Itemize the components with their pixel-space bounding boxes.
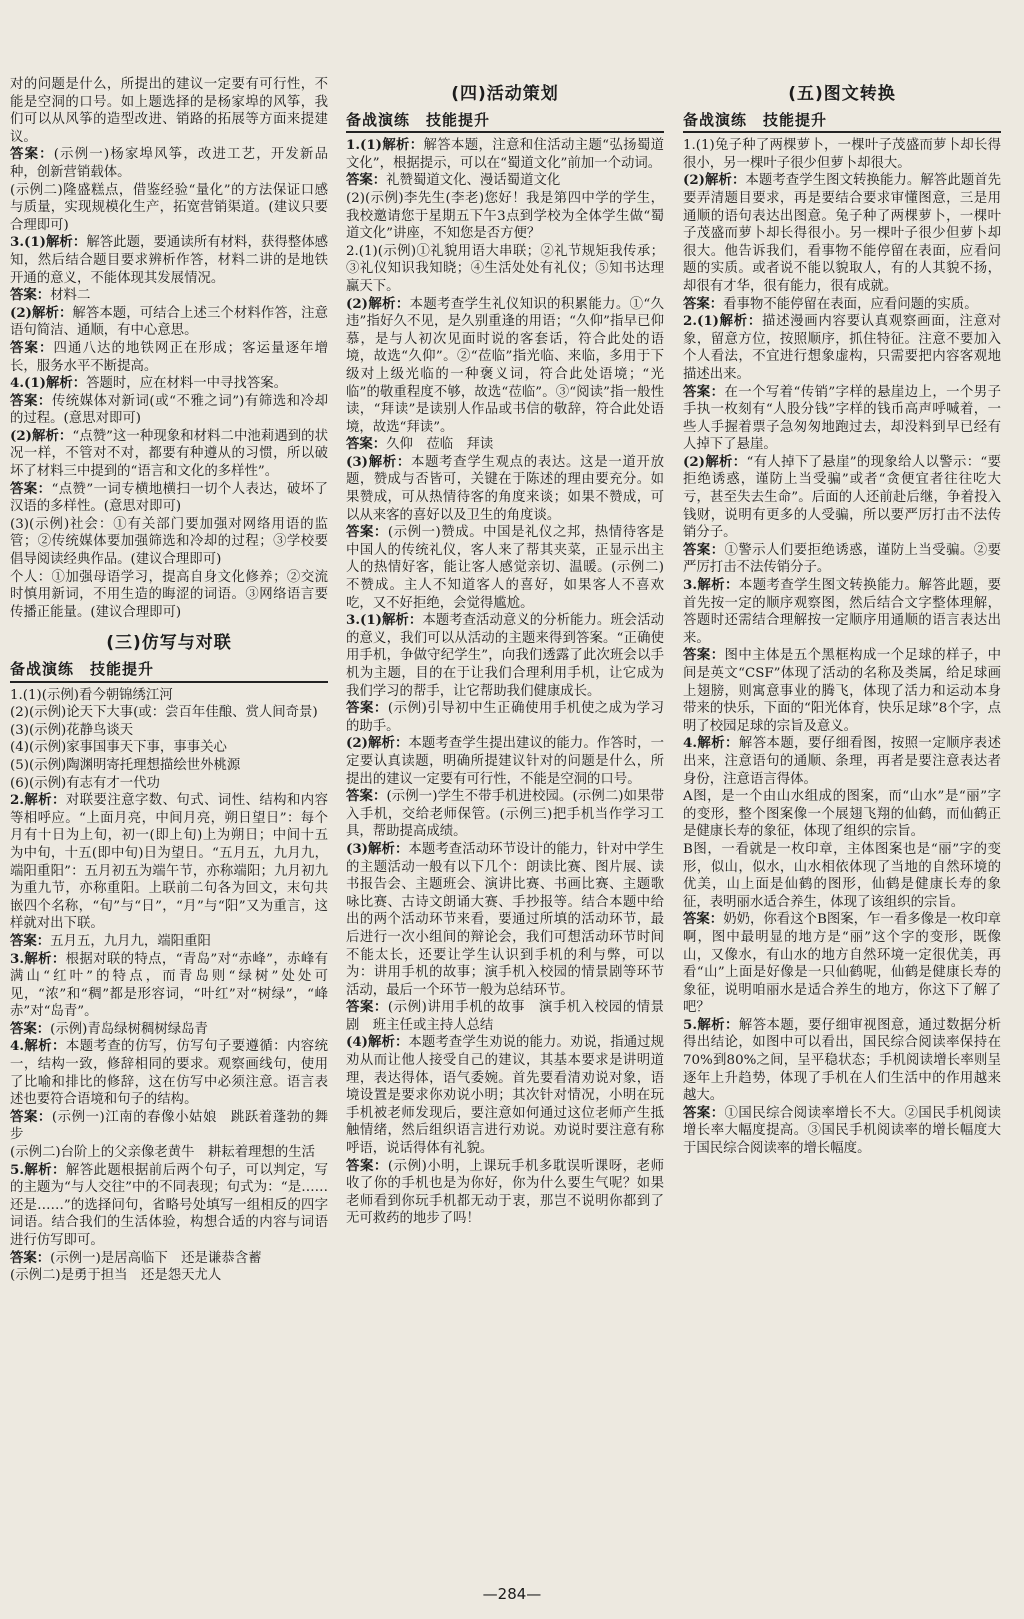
answer-label: 答案：: [346, 789, 387, 805]
question-lead: (3)解析：: [346, 453, 411, 470]
question-lead: (2)解析：: [10, 304, 73, 321]
paragraph-text: 本题考查学生观点的表达。这是一道开放题，赞成与否皆可，关键在于陈述的理由要充分。如果赞成，可从热情待客的角度来谈；如果不赞成，可以从来客的喜好以及卫生的角度谈。: [346, 454, 664, 523]
paragraph: [683, 788, 1001, 841]
paragraph: [683, 1017, 1001, 1105]
answer-label: 答案：: [10, 288, 51, 304]
paragraph: [10, 933, 328, 951]
paragraph: [346, 524, 664, 612]
paragraph-text: (示例二)隆盛糕点，借鉴经验“量化”的方法保证口感与质量，实现规模化生产，拓宽营销渠道。(建议只要合理即可): [10, 182, 328, 233]
paragraph-text: 2.(1)(示例)①礼貌用语大串联；②礼节规矩我传承；③礼仪知识我知晓；④生活处处有礼仪；⑤知书达理赢天下。: [346, 243, 664, 294]
paragraph: [10, 687, 328, 705]
paragraph: [683, 647, 1001, 735]
paragraph-text: (示例)青岛绿树稠树绿岛青: [50, 1021, 208, 1037]
paragraph: [346, 700, 664, 735]
col2-paragraphs: [346, 137, 664, 1228]
answer-label: 答案：: [10, 340, 54, 356]
paragraph-text: 四通八达的地铁网正在形成；客运量逐年增长，服务水平不断提高。: [10, 340, 328, 374]
paragraph: [346, 296, 664, 437]
question-lead: 2.解析：: [10, 792, 66, 809]
paragraph-text: 解答此题，要通读所有材料，获得整体感知，然后结合题目要求辨析作答，材料二讲的是地铁开通的意义，不能体现其发展情况。: [10, 235, 329, 286]
paragraph: [10, 393, 328, 428]
paragraph-text: (示例二)台阶上的父亲像老黄牛 耕耘着理想的生活: [10, 1145, 316, 1161]
paragraph: [683, 137, 1001, 172]
paragraph-text: 1.(1)兔子种了两棵萝卜，一棵叶子茂盛而萝卜却长得很小，另一棵叶子很少但萝卜却很大。: [683, 138, 1001, 171]
paragraph-text: 本题考查学生提出建议的能力。作答时，一定要认真读题，明确所提建议针对的问题是什么，所提出的建议一定要有可行性，不能是空洞的口号。: [346, 736, 664, 787]
paragraph-text: 看事物不能停留在表面，应看问题的实质。: [723, 296, 978, 312]
paragraph-text: 本题考查的仿写，仿写句子要遵循：内容统一，结构一致，修辞相同的要求。观察画线句，使用了比喻和排比的修辞，这在仿写中必须注意。语言表述也要符合语境和句子的结构。: [10, 1039, 329, 1108]
paragraph-text: “有人掉下了悬崖”的现象给人以警示：“要拒绝诱惑，谨防上当受骗”或者“贪便宜者往往吃大亏，甚至失去生命”。后面的人还前赴后继，争着投入钱财，说明有更多的人受骗，所以要严厉打击不法传销分子。: [683, 454, 1001, 541]
drill-label-3: 备战演练 技能提升: [10, 661, 328, 683]
question-lead: 2.(1)解析：: [683, 313, 762, 330]
paragraph: [10, 792, 328, 933]
answer-label: 答案：: [10, 481, 52, 497]
paragraph-text: (示例一)是居高临下 还是谦恭含蓄: [50, 1250, 262, 1266]
paragraph-text: 五月五，九月九，端阳重阳: [50, 933, 211, 949]
answer-label: 答案：: [683, 384, 725, 400]
question-lead: 4.解析：: [10, 1038, 66, 1055]
question-lead: 3.解析：: [683, 577, 739, 594]
answer-label: 答案：: [10, 1250, 51, 1266]
question-lead: 4.(1)解析：: [10, 375, 87, 392]
paragraph-text: 答题时，应在材料一中寻找答案。: [86, 376, 287, 392]
paragraph-text: 根据对联的特点，“青岛”对“赤峰”，赤峰有满山“红叶”的特点，而青岛则“绿树”处处可见，“浓”和“稠”都是形容词，“叶红”对“树绿”，“峰赤”对“岛青”。: [10, 951, 328, 1020]
paragraph: [346, 454, 664, 524]
answer-label: 答案：: [346, 437, 387, 453]
paragraph-text: 奶奶，你看这个B图案，乍一看多像是一枚印章啊，图中最明显的地方是“丽”这个字的变形，既像山，又像水，有山水的地方自然环境一定很优美，再看“山”上面是好像是一只仙鹤呢，仙鹤是健康长寿的象征，说明咱丽水是适合养生的地方，你这下了解了吧？: [683, 912, 1002, 1016]
paragraph-text: 解答本题，可结合上述三个材料作答，注意语句简洁、通顺，有中心意思。: [10, 305, 328, 339]
paragraph: [10, 1267, 328, 1285]
question-lead: 3.解析：: [10, 950, 66, 967]
question-lead: (2)解析：: [683, 172, 746, 189]
paragraph: [10, 1162, 328, 1250]
paragraph: [10, 340, 328, 375]
answer-label: 答案：: [346, 173, 387, 189]
question-lead: 4.解析：: [683, 735, 739, 752]
paragraph-text: (示例一)江南的春像小姑娘 跳跃着蓬勃的舞步: [10, 1109, 329, 1143]
paragraph: [683, 542, 1001, 577]
question-lead: (2)解析：: [10, 427, 73, 444]
paragraph: [10, 146, 328, 181]
paragraph-text: (4)(示例)家事国事天下事，事事关心: [10, 740, 227, 756]
paragraph-text: 对的问题是什么，所提出的建议一定要有可行性，不能是空洞的口号。如上题选择的是杨家埠的风筝，我们可以从风筝的造型改进、销路的拓展等方面来提建议。: [10, 77, 328, 145]
paragraph: [10, 234, 328, 287]
answer-label: 答案：: [346, 525, 388, 541]
paragraph: [10, 182, 328, 235]
answer-label: 答案：: [346, 1158, 388, 1174]
col1-paragraphs-bottom: [10, 687, 328, 1285]
paragraph-text: 在一个写着“传销”字样的悬崖边上，一个男子手执一枚刻有“人股分钱”字样的钱币高声呼喊着，一些人手握着票子急匆匆地跑过去，却没料到早已经有人掉下了悬崖。: [683, 384, 1001, 453]
paragraph: [10, 375, 328, 393]
column-2: [346, 86, 664, 1228]
paragraph-text: 图中主体是五个黑框构成一个足球的样子，中间是英文“CSF”体现了活动的名称及类属，给足球画上翅膀，则寓意事业的腾飞，体现了活力和运动本身带来的快乐，下面的“阳光体育，快乐足球”8个字，点明了校园足球的宗旨及意义。: [683, 648, 1002, 734]
paragraph: [683, 911, 1001, 1017]
paragraph-text: 描述漫画内容要认真观察画面，注意对象，留意方位，按照顺序，抓住特征。注意不要加入个人看法，不宜进行想象虚构，只需要把内容客观地描述出来。: [683, 314, 1001, 382]
paragraph-text: 对联要注意字数、句式、词性、结构和内容等相呼应。“上面月亮，中间月亮，朔日望日”：每个月有十日为上旬，初一(即上旬)上为朔日；中间十五为中旬，十五(即中旬)日为望日。“五月五，九月九，端阳重阳”：五月初五为端午节，亦称端阳；九月初九为重九节，亦称重阳。上联前二句各为回文，末句共嵌四个名称，“旬”与“日”，“月”与“阳”又为重言，这样就对出下联。: [10, 793, 329, 932]
answer-label: 答案：: [10, 933, 51, 949]
paragraph-text: (示例一)杨家埠风筝，改进工艺，开发新品种，创新营销载体。: [10, 147, 328, 180]
answer-label: 答案：: [683, 296, 724, 312]
paragraph-text: 材料二: [50, 288, 91, 304]
paragraph-text: (6)(示例)有志有才一代功: [10, 775, 160, 791]
paragraph-text: (3)(示例)花静鸟谈天: [10, 722, 134, 738]
paragraph-text: (示例二)是勇于担当 还是怨天尤人: [10, 1268, 222, 1284]
question-lead: 1.(1)解析：: [346, 137, 424, 154]
paragraph: [10, 1109, 328, 1144]
paragraph: [683, 1105, 1001, 1158]
answer-label: 答案：: [10, 393, 52, 409]
paragraph: [10, 951, 328, 1021]
column-1: [10, 76, 328, 1285]
page-number: —284—: [482, 1585, 542, 1603]
paragraph-text: (示例)讲用手机的故事 演手机入校园的情景剧 班主任或主持人总结: [346, 1000, 665, 1033]
column-3: [683, 86, 1001, 1158]
drill-label-5: 备战演练 技能提升: [683, 112, 1001, 134]
paragraph: [683, 454, 1001, 542]
paragraph-text: 解答本题，要仔细看图，按照一定顺序表述出来，注意语句的通顺、条理，再者是要注意表达者身份，注意语言得体。: [683, 736, 1002, 787]
answer-label: 答案：: [683, 1105, 725, 1121]
paragraph-text: 久仰 莅临 拜读: [386, 437, 494, 453]
paragraph: [683, 735, 1001, 788]
paragraph: [346, 137, 664, 172]
paragraph-text: 本题考查学生劝说的能力。劝说，指通过规劝从而让他人接受自己的建议，其基本要求是讲明道理，表达得体，语气委婉。首先要看清劝说对象，语境设置是要求你劝说小明；其次针对情况，小明在玩手机被老师发现后，要注意如何通过这位老师产生抵触情绪，然后组织语言进行劝说。劝说时要注意有称呼语，说话得体有礼貌。: [346, 1035, 664, 1157]
paragraph-text: (2)(示例)论天下大事(或：尝百年佳酿、赏人间奇景): [10, 705, 318, 721]
paragraph: [346, 172, 664, 190]
question-lead: (2)解析：: [346, 295, 410, 312]
question-lead: 5.解析：: [10, 1161, 66, 1178]
section-5-title: (五)图文转换: [788, 84, 896, 104]
paragraph-text: (示例)引导初中生正确使用手机使之成为学习的助手。: [346, 701, 665, 734]
paragraph-text: “点赞”这一种现象和材料二中池莉遇到的状况一样，不管对不对，都要有种遵从的习惯，所以破坏了材料三中提到的“语言和文化的多样性”。: [10, 428, 328, 480]
paragraph-text: 礼赞蜀道文化、漫话蜀道文化: [386, 173, 561, 189]
question-lead: (3)解析：: [346, 840, 409, 857]
paragraph: [346, 999, 664, 1034]
answer-label: 答案：: [10, 147, 54, 163]
paragraph: [346, 190, 664, 243]
paragraph-text: 本题考查活动环节设计的能力，针对中学生的主题活动一般有以下几个：朗读比赛、图片展、读书报告会、主题班会、演讲比赛、书画比赛、主题歌咏比赛、古诗文朗诵大赛、手抄报等。结合本题中给出的两个活动环节来看，要通过所填的活动环节，最后进行一次小组间的辩论会，我们可想活动环节时间不能太长，还要让学生认识到手机的利与弊，可以为：讲用手机的故事；演手机入校园的情景剧等环节活动，最后一个环节一般为总结环节。: [346, 841, 664, 998]
paragraph-text: (5)(示例)陶渊明寄托理想描绘世外桃源: [10, 757, 241, 773]
paragraph-text: B图，一看就是一枚印章，主体图案也是“丽”字的变形，似山，似水，山水相依体现了当地的自然环境的优美，山上面是仙鹤的图形，仙鹤是健康长寿的象征，表明丽水适合养生，体现了该组织的宗旨。: [683, 841, 1001, 910]
paragraph-text: 个人：①加强母语学习，提高自身文化修养；②交流时慎用新词，不用生造的晦涩的词语。③网络语言要传播正能量。(建议合理即可): [10, 569, 328, 620]
question-lead: (2)解析：: [346, 735, 409, 752]
paragraph-text: (示例)小明，上课玩手机多耽误听课呀，老师收了你的手机也是为你好，你为什么要生气呢？如果老师看到你玩手机都无动于衷，那岂不说明你都到了无可救药的地步了吗！: [346, 1158, 665, 1227]
drill-label-4: 备战演练 技能提升: [346, 112, 664, 134]
paragraph: [10, 305, 328, 340]
paragraph: [10, 481, 328, 516]
paragraph: [10, 569, 328, 622]
question-lead: 3.(1)解析：: [10, 234, 87, 251]
paragraph-text: 解答此题根据前后两个句子，可以判定，写的主题为“与人交往”中的不同表现；句式为：“是……还是……”的选择问句，省略号处填写一组相反的四字词语。结合我们的生活体验，构想合适的内容与词语进行仿写即可。: [10, 1162, 329, 1248]
col1-paragraphs-top: [10, 76, 328, 621]
paragraph-text: (示例一)学生不带手机进校园。(示例二)如果带入手机，交给老师保管。(示例三)把手机当作学习工具，帮助提高成绩。: [346, 789, 665, 840]
paragraph: [10, 1021, 328, 1039]
paragraph-text: ①国民综合阅读率增长不大。②国民手机阅读增长率大幅度提高。③国民手机阅读率的增长幅度大于国民综合阅读率的增长幅度。: [683, 1105, 1002, 1157]
paragraph-text: 本题考查活动意义的分析能力。班会活动的意义，我们可以从活动的主题来得到答案。“正确使用手机，争做守纪学生”，向我们透露了此次班会以手机为主题，目的在于让我们合理利用手机，让它成为我们学习的帮手，让它帮助我们健康成长。: [346, 613, 665, 699]
paragraph: [10, 739, 328, 757]
paragraph: [10, 722, 328, 740]
paragraph: [346, 436, 664, 454]
paragraph-text: 1.(1)(示例)看今朝锦绣江河: [10, 687, 173, 703]
paragraph: [346, 612, 664, 700]
paragraph: [346, 735, 664, 788]
answer-label: 答案：: [346, 701, 388, 717]
paragraph: [10, 76, 328, 146]
paragraph: [10, 775, 328, 793]
paragraph-text: “点赞”一词专横地横扫一切个人表达，破坏了汉语的多样性。(意思对即可): [10, 481, 328, 515]
paragraph: [683, 384, 1001, 454]
paragraph-text: (3)(示例)社会：①有关部门要加强对网络用语的监管；②传统媒体要加强筛选和冷却的过程；③学校要倡导阅读经典作品。(建议合理即可): [10, 516, 328, 568]
paragraph-text: 本题考查学生图文转换能力。解答此题首先要弄清题目要求，再是要结合要求审懂图意，三是用通顺的语句表达出图意。兔子种了两棵萝卜，一棵叶子茂盛而萝卜却长得很小。另一棵叶子很少但萝卜却很大。他告诉我们，看事物不能停留在表面，应看问题的实质。或者说不能以貌取人，有的人其貌不扬，却很有才华，很有能力，很有成就。: [683, 173, 1001, 294]
col3-paragraphs: [683, 137, 1001, 1157]
paragraph: [346, 841, 664, 999]
paragraph: [346, 243, 664, 296]
paragraph: [683, 296, 1001, 314]
paragraph-text: 解答本题，要仔细审视图意，通过数据分析得出结论，如图中可以看出，国民综合阅读率保持在70%到80%之间，呈平稳状态；手机阅读增长率则呈逐年上升趋势，体现了手机在人们生活中的作用越来越大。: [683, 1017, 1002, 1104]
paragraph: [10, 1144, 328, 1162]
answer-label: 答案：: [683, 912, 724, 928]
paragraph: [683, 577, 1001, 647]
paragraph-text: 传统媒体对新词(或“不雅之词”)有筛选和冷却的过程。(意思对即可): [10, 393, 329, 427]
paragraph: [346, 1158, 664, 1228]
paragraph: [683, 841, 1001, 911]
paragraph: [10, 1250, 328, 1268]
paragraph: [10, 287, 328, 305]
question-lead: (4)解析：: [346, 1034, 409, 1051]
paragraph: [10, 516, 328, 569]
paragraph: [10, 1038, 328, 1108]
question-lead: (2)解析：: [683, 453, 747, 470]
answer-label: 答案：: [346, 1000, 388, 1016]
answer-label: 答案：: [683, 648, 725, 664]
paragraph: [10, 428, 328, 481]
question-lead: 3.(1)解析：: [346, 612, 423, 629]
answer-label: 答案：: [10, 1109, 52, 1125]
answer-label: 答案：: [683, 542, 725, 558]
paragraph: [346, 1034, 664, 1157]
answer-label: 答案：: [10, 1021, 51, 1037]
paragraph-text: (示例一)赞成。中国是礼仪之邦，热情待客是中国人的传统礼仪，客人来了帮其夹菜，正显示出主人的热情好客，能让客人感觉亲切、温暖。(示例二)不赞成。主人不知道客人的喜好，如果客人不喜欢吃，又不好拒绝，会觉得尴尬。: [346, 525, 665, 611]
paragraph: [10, 757, 328, 775]
paragraph: [346, 788, 664, 841]
section-3-title: (三)仿写与对联: [106, 633, 232, 654]
section-4-title: (四)活动策划: [451, 84, 559, 104]
question-lead: 5.解析：: [683, 1016, 739, 1033]
paragraph: [10, 704, 328, 722]
paragraph-text: A图，是一个由山水组成的图案，而“山水”是“丽”字的变形，整个图案像一个展翅飞翔的仙鹤，而仙鹤正是健康长寿的象征，体现了组织的宗旨。: [683, 789, 1001, 840]
paragraph-text: 本题考查学生图文转换能力。解答此题，要首先按一定的顺序观察图，然后结合文字整体理解，答题时还需结合理解按一定顺序用通顺的语言表达出来。: [683, 578, 1002, 646]
paragraph-text: ①警示人们要拒绝诱惑，谨防上当受骗。②要严厉打击不法传销分子。: [683, 542, 1002, 576]
paragraph-text: 本题考查学生礼仪知识的积累能力。①“久违”指好久不见，是久别重逢的用语；“久仰”指早已仰慕，是与人初次见面时说的客套话，符合此处的语境，故选“久仰”。②“莅临”指光临、来临，多用于下级对上级光临的一种褒义词，符合此处语境；“光临”的敬重程度不够，故选“莅临”。③“阅读”指一般性读，“拜读”是读别人作品或书信的敬辞，符合此处语境，故选“拜读”。: [346, 296, 664, 435]
paragraph-text: (2)(示例)李先生(李老)您好！我是第四中学的学生，我校邀请您于星期五下午3点到学校为全体学生做“蜀道文化”讲座，不知您是否方便？: [346, 190, 664, 242]
paragraph: [683, 172, 1001, 295]
paragraph: [683, 313, 1001, 383]
paragraph-text: 解答本题，注意和住活动主题“弘扬蜀道文化”，根据提示，可以在“蜀道文化”前加一个动词。: [346, 138, 664, 171]
